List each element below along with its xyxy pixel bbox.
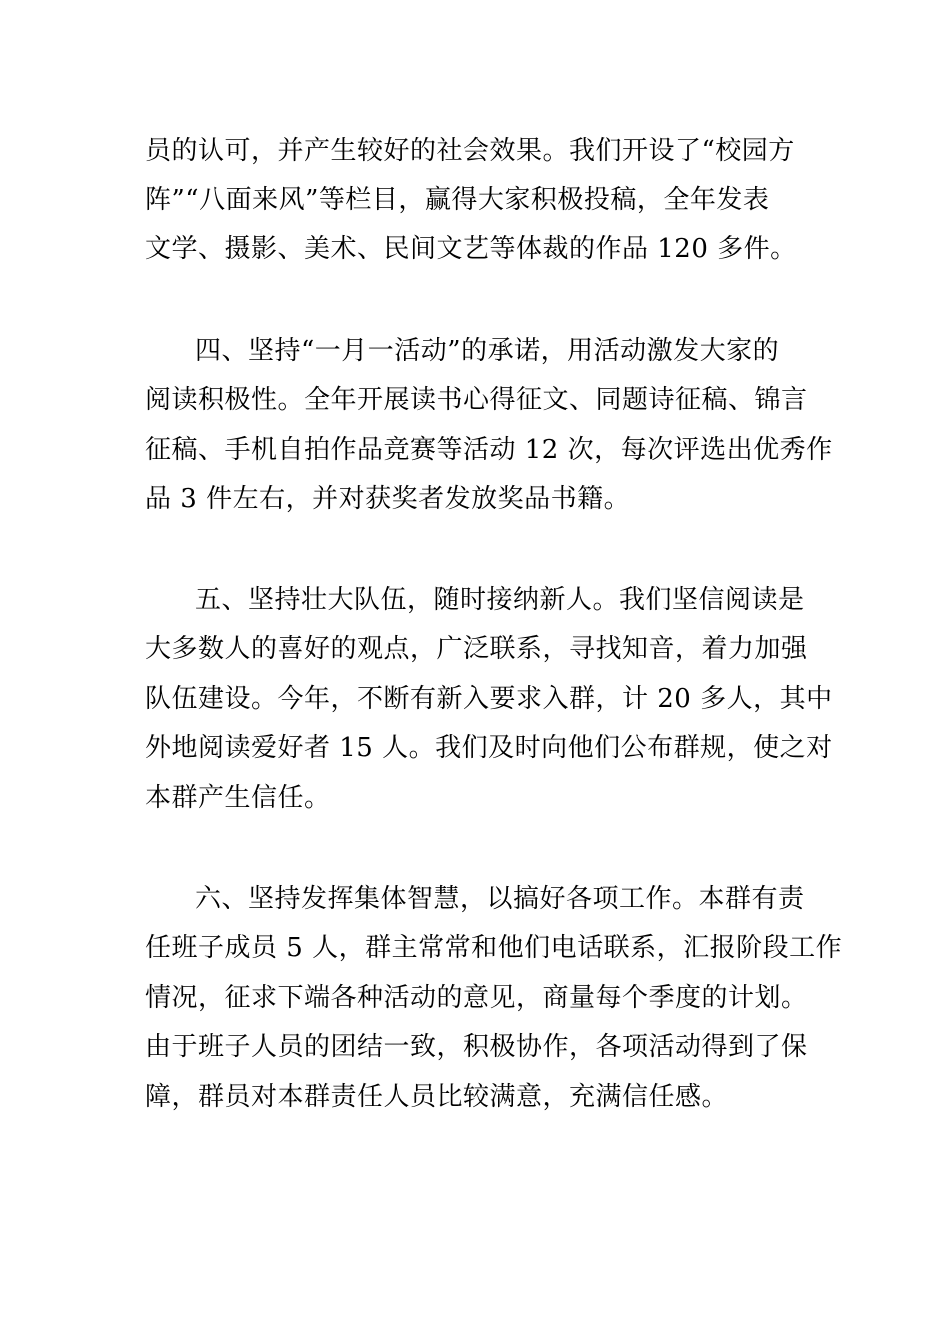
paragraph-2-line-2: 阅读积极性。全年开展读书心得征文、同题诗征稿、锦言 [145, 385, 808, 415]
paragraph-4-line-3: 情况，征求下端各种活动的意见，商量每个季度的计划。 [145, 983, 808, 1013]
paragraph-1-line-1: 员的认可，并产生较好的社会效果。我们开设了“校园方 [145, 136, 795, 166]
paragraph-3-line-3: 队伍建设。今年，不断有新入要求入群，计 20 多人，其中 [145, 684, 833, 714]
paragraph-3-line-1: 五、坚持壮大队伍，随时接纳新人。我们坚信阅读是 [195, 585, 805, 615]
paragraph-3-line-5: 本群产生信任。 [145, 783, 331, 813]
paragraph-1-line-2: 阵”“八面来风”等栏目，赢得大家积极投稿，全年发表 [145, 185, 770, 215]
paragraph-4-line-4: 由于班子人员的团结一致，积极协作，各项活动得到了保 [145, 1032, 808, 1062]
paragraph-2-line-1: 四、坚持“一月一活动”的承诺，用活动激发大家的 [195, 336, 780, 366]
paragraph-4-line-1: 六、坚持发挥集体智慧，以搞好各项工作。本群有责 [195, 884, 805, 914]
paragraph-4-line-2: 任班子成员 5 人，群主常常和他们电话联系，汇报阶段工作 [145, 933, 843, 963]
paragraph-3-line-2: 大多数人的喜好的观点，广泛联系，寻找知音，着力加强 [145, 634, 808, 664]
paragraph-1-line-3: 文学、摄影、美术、民间文艺等体裁的作品 120 多件。 [145, 234, 797, 264]
paragraph-2-line-3: 征稿、手机自拍作品竞赛等活动 12 次，每次评选出优秀作 [145, 435, 833, 465]
paragraph-3-line-4: 外地阅读爱好者 15 人。我们及时向他们公布群规，使之对 [145, 733, 833, 763]
paragraph-2-line-4: 品 3 件左右，并对获奖者发放奖品书籍。 [145, 484, 631, 514]
paragraph-4-line-5: 障，群员对本群责任人员比较满意，充满信任感。 [145, 1082, 729, 1112]
